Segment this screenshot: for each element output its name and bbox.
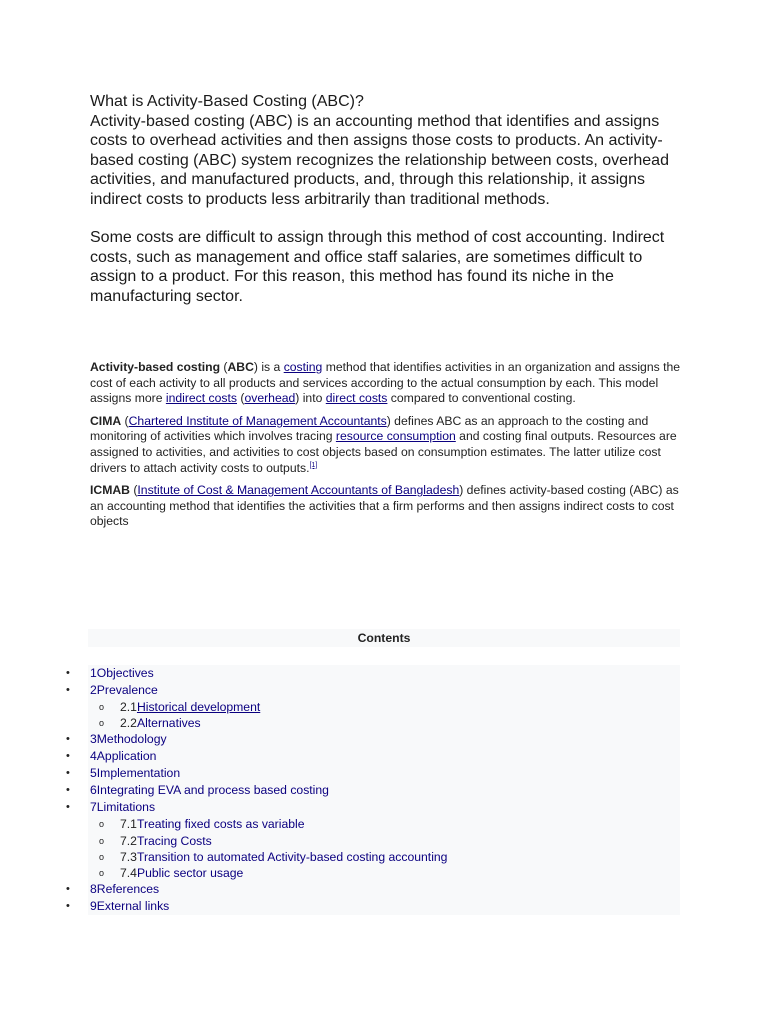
bullet-disc-icon: • [66,684,70,696]
toc-item-methodology[interactable] [66,731,680,748]
link-resource-consumption[interactable]: resource consumption [335,429,456,444]
toc-number: 6 [90,783,97,798]
link-costing[interactable]: costing [283,360,323,374]
bullet-circle-icon: o [99,819,105,830]
reference-1-link[interactable]: [1] [309,461,318,469]
wiki-section [90,360,682,537]
intro-paragraph-2: Some costs are difficult to assign through this method of cost accounting. Indirect costs, such as management and office staff salaries, are sometimes difficult to assign to a product. For this reason, this method has found its niche in the manufacturing sector. [90,229,665,305]
text-run: and costing final outputs. Resources are assigned to activities, and activities to cost objects based on consumption estimates. The latter utilize cost drivers to attach activity costs to outputs. [90,429,677,475]
text-run: ) is a [253,360,284,374]
bullet-disc-icon: • [66,733,70,746]
toc-text: Implementation [96,766,181,781]
toc-item-treating-fixed-costs[interactable] [88,816,680,832]
link-direct-costs[interactable]: direct costs [325,391,388,406]
toc-number: 3 [90,732,97,747]
toc-text: Tracing Costs [136,833,212,848]
toc-text: Integrating EVA and process based costing [96,783,329,798]
text-run: ( [237,391,245,406]
link-cima[interactable]: Chartered Institute of Management Accountants [128,413,387,428]
toc-text: Transition to automated Activity-based costing accounting [136,849,448,864]
toc-text: Historical development [136,700,261,714]
toc-label [120,715,201,731]
toc-text: Limitations [96,800,156,815]
toc-item-limitations[interactable] [66,799,680,816]
bullet-disc-icon: • [66,900,70,913]
text-run: ( [129,483,138,498]
toc-number: 8 [90,882,97,897]
bullet-circle-icon: o [99,718,105,729]
bullet-disc-icon: • [66,883,70,896]
toc-label [90,731,167,748]
toc-text: Public sector usage [136,865,244,880]
toc-number: 7 [90,800,97,815]
term-abc: Activity-based costing [90,360,221,374]
toc-number: 2.1 [120,700,137,714]
toc-number: 7.1 [120,817,137,832]
bullet-disc-icon: • [66,750,70,763]
term-icmab: ICMAB [90,483,130,498]
toc-item-historical-development[interactable] [88,699,680,715]
toc-label [90,881,159,898]
toc-number: 1 [90,666,97,680]
toc-title: Contents [88,629,680,647]
bullet-disc-icon: • [66,767,70,780]
text-run: compared to conventional costing. [387,391,576,406]
toc-text: Alternatives [136,716,201,731]
toc-label [90,799,155,816]
bullet-circle-icon: o [99,835,105,846]
toc-text: Application [96,749,157,764]
toc-label [90,782,329,799]
toc-label [90,898,169,915]
intro-section [90,92,690,306]
toc-item-alternatives[interactable] [88,715,680,731]
intro-heading: What is Activity-Based Costing (ABC)? [90,93,364,110]
bullet-circle-icon: o [99,702,105,712]
toc-number: 2.2 [120,716,137,731]
toc-number: 4 [90,749,97,764]
bullet-circle-icon: o [99,867,105,878]
toc-text: Objectives [96,666,154,680]
toc-number: 7.3 [120,849,137,864]
toc-label [90,665,154,682]
link-overhead[interactable]: overhead [244,391,296,406]
toc-text: References [96,882,160,897]
toc-number: 2 [90,683,97,697]
toc-item-prevalence[interactable] [66,682,680,699]
toc-label [120,699,260,715]
toc-text: Prevalence [96,683,158,697]
toc-label [90,682,158,699]
text-run: ( [121,413,129,428]
bullet-disc-icon: • [66,801,70,814]
toc-number: 9 [90,899,97,914]
text-run: ) defines ABC as an approach to the costing and monitoring of activities which involves tracing [90,413,649,444]
term-abc-short: ABC [227,360,254,374]
toc-item-integrating-eva[interactable] [66,782,680,799]
toc-label [90,765,180,782]
toc-label [120,833,212,849]
term-cima: CIMA [90,413,122,428]
toc-item-external-links[interactable] [66,898,680,915]
link-indirect-costs[interactable]: indirect costs [165,391,237,406]
bullet-disc-icon: • [66,667,70,679]
toc-number: 7.2 [120,833,137,848]
wiki-paragraph-cima [90,414,682,476]
toc-item-public-sector-usage[interactable] [88,865,680,881]
toc-item-objectives[interactable] [66,665,680,682]
toc-text: Methodology [96,732,167,747]
bullet-disc-icon: • [66,784,70,797]
wiki-paragraph-abc [90,360,682,407]
toc-text: Treating fixed costs as variable [136,817,305,832]
toc-label [120,849,447,865]
toc-item-tracing-costs[interactable] [88,833,680,849]
table-of-contents [66,665,680,915]
text-run: method that identifies activities in an organization and assigns the cost of each activity to all products and services according to the actual consumption by each. This model assigns more [90,360,681,406]
text-run: ) into [295,391,326,406]
toc-label [120,816,305,832]
toc-number: 5 [90,766,97,781]
toc-item-application[interactable] [66,748,680,765]
toc-label [120,865,243,881]
wiki-paragraph-icmab [90,483,682,530]
text-run: ( [220,360,228,374]
toc-item-references[interactable] [66,881,680,898]
text-run: ) defines activity-based costing (ABC) as an accounting method that identifies the activities that a firm performs and then assigns indirect costs to cost objects [90,483,679,529]
link-icmab[interactable]: Institute of Cost & Management Accountants of Bangladesh [137,483,460,498]
toc-item-transition-automated[interactable] [88,849,680,865]
toc-item-implementation[interactable] [66,765,680,782]
bullet-circle-icon: o [99,851,105,862]
intro-paragraph-1: Activity-based costing (ABC) is an accounting method that identifies and assigns costs to overhead activities and then assigns those costs to products. An activity-based costing (ABC) system recognizes the relationship between costs, overhead activities, and manufactured products, and, through this relationship, it assigns indirect costs to products less arbitrarily than traditional methods. [90,112,669,208]
toc-label [90,748,156,765]
toc-text: External links [96,899,170,914]
toc-number: 7.4 [120,865,137,880]
